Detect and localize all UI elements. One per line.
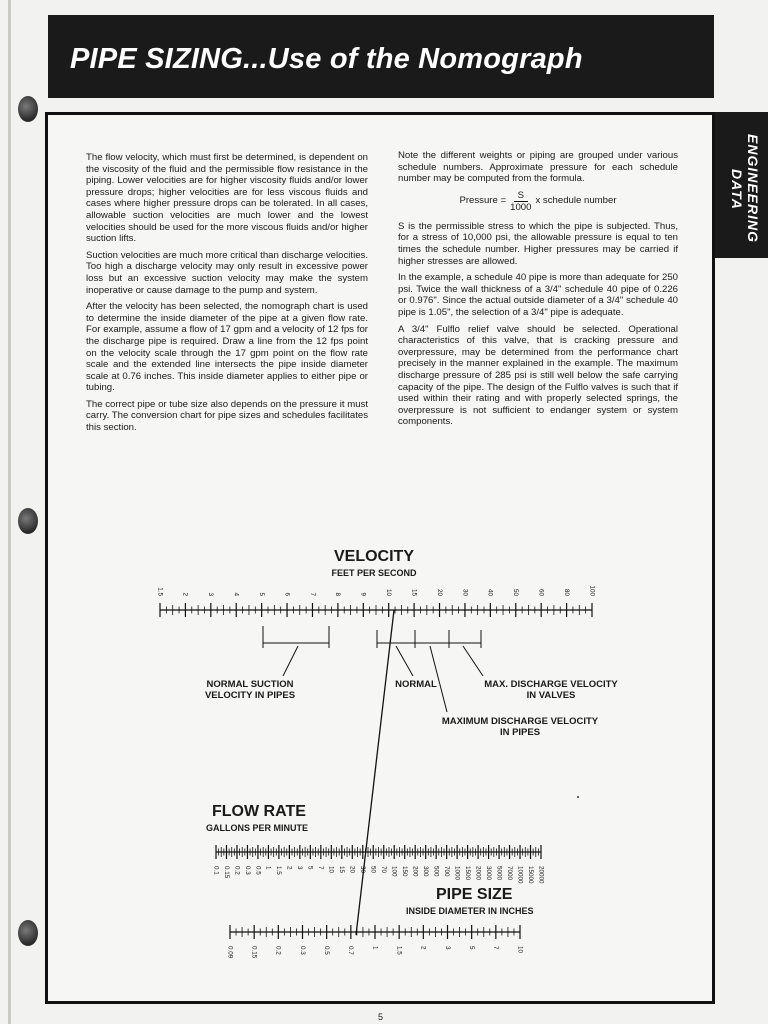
- flow-rate-tick-label: 150: [401, 866, 409, 877]
- label-line: MAX. DISCHARGE VELOCITY: [484, 679, 618, 690]
- velocity-tick-label: 8: [334, 592, 342, 596]
- pipe-size-tick-label: 5: [467, 946, 475, 950]
- pipe-size-tick-label: 3: [443, 946, 451, 950]
- pipe-size-tick-label: 0.15: [250, 946, 258, 959]
- label-line: IN PIPES: [499, 727, 541, 738]
- max-pipes-label: [430, 716, 610, 738]
- velocity-scale: [156, 585, 595, 617]
- velocity-tick-label: 9: [359, 592, 367, 596]
- flow-rate-tick-label: 10: [327, 866, 335, 874]
- example-solution-line: [356, 610, 394, 935]
- flow-rate-tick-label: 0.2: [233, 866, 241, 875]
- normal-label: NORMAL: [395, 679, 437, 690]
- velocity-tick-label: 50: [512, 588, 520, 596]
- flow-rate-tick-label: 100: [390, 866, 398, 877]
- velocity-tick-label: 5: [257, 592, 265, 596]
- label-line: MAXIMUM DISCHARGE VELOCITY: [441, 716, 599, 727]
- paragraph: Suction velocities are much more critical than discharge velocities. Too high a discharge velocity may only result in excessive power loss but an excessive suction velocity may make the system inoperative or cause damage to the pump and system.: [86, 249, 368, 296]
- normal-suction-label: [195, 679, 305, 701]
- velocity-tick-label: 1.5: [156, 587, 164, 596]
- formula-numerator: S: [514, 190, 528, 202]
- label-line: IN VALVES: [526, 690, 576, 701]
- flow-rate-tick-label: 0.3: [243, 866, 251, 875]
- pipe-size-tick-label: 1.5: [395, 946, 403, 955]
- label-line: VELOCITY IN PIPES: [204, 690, 296, 701]
- flow-rate-subtitle: GALLONS PER MINUTE: [206, 823, 309, 833]
- flow-rate-tick-label: 1: [264, 866, 272, 870]
- paragraph: After the velocity has been selected, the nomograph chart is used to determine the inside diameter of the pipe at a given flow rate. For example, assume a flow of 17 gpm and a velocity of 12 fps for the discharge pipe is required. Draw a line from the 12 fps point on the velocity scale through the 17 gpm point on the flow rate scale and the extended line intersects the pipe inside diameter scale at 0.76 inches. This inside diameter applies to either pipe or tubing.: [86, 301, 368, 394]
- pipe-size-title: PIPE SIZE: [436, 886, 513, 903]
- paragraph: The correct pipe or tube size also depends on the pressure it must carry. The conversion chart for pipe sizes and schedules facilitates this section.: [86, 398, 368, 434]
- flow-rate-tick-label: 700: [442, 866, 450, 877]
- flow-rate-tick-label: 7000: [505, 866, 513, 881]
- paragraph: S is the permissible stress to which the pipe is subjected. Thus, for a stress of 10,000 psi, the allowable pressure is equal to ten times the schedule number. Higher pressures may be carried if higher stresses are allowed.: [398, 220, 678, 267]
- pipe-size-tick-label: 0.3: [298, 946, 306, 955]
- flow-rate-tick-label: 1.5: [275, 866, 283, 875]
- paragraph: The flow velocity, which must first be determined, is dependent on the viscosity of the fluid and the permissible flow resistance in the piping. Lower velocities are for higher viscosity fluids and/or lower pressure drops; higher velocities are for less viscous fluids and cases where higher pressure drops can be tolerated. In all cases, allowable suction velocities are much lower and the lowest velocities should be used for the more viscous fluids and/or higher suction lifts.: [86, 152, 368, 245]
- flow-rate-tick-label: 1000: [453, 866, 461, 881]
- flow-rate-tick-label: 3000: [484, 866, 492, 881]
- velocity-tick-label: 40: [486, 588, 494, 596]
- pipe-size-tick-label: 10: [516, 946, 524, 954]
- flow-rate-tick-label: 70: [380, 866, 388, 874]
- flow-rate-tick-label: 3: [296, 866, 304, 870]
- side-tab-label: ENGINEERING DATA: [729, 134, 761, 244]
- flow-rate-tick-label: 5000: [495, 866, 503, 881]
- formula-rhs: x schedule number: [535, 195, 617, 207]
- leader-line: [396, 646, 413, 676]
- flow-rate-tick-label: 200: [411, 866, 419, 877]
- velocity-title: VELOCITY: [333, 548, 414, 565]
- flow-rate-tick-label: 0.1: [212, 866, 220, 875]
- velocity-tick-label: 30: [461, 588, 469, 596]
- pipe-size-tick-label: 0.5: [322, 946, 330, 955]
- formula-lhs: Pressure =: [459, 195, 507, 207]
- pipe-size-tick-label: 0.7: [347, 946, 355, 955]
- formula-denominator: 1000: [510, 201, 532, 213]
- velocity-tick-label: 10: [385, 588, 393, 596]
- flow-rate-tick-label: 20000: [537, 866, 545, 884]
- flow-rate-scale: [212, 845, 544, 884]
- paragraph: In the example, a schedule 40 pipe is more than adequate for 250 psi. Twice the wall thickness of a 3/4" schedule 40 pipe of 0.226 or 0.976". Since the actual outside diameter of a 3/4" schedule 40 pipe is 1.05", the selection of a 3/4" pipe is adequate.: [398, 272, 678, 318]
- flow-rate-tick-label: 2000: [474, 866, 482, 881]
- flow-rate-tick-label: 7: [317, 866, 325, 870]
- flow-rate-tick-label: 1500: [463, 866, 471, 881]
- velocity-tick-label: 6: [283, 592, 291, 596]
- speck: [577, 796, 579, 798]
- pipe-size-subtitle: INSIDE DIAMETER IN INCHES: [406, 906, 534, 916]
- paragraph: Note the different weights or piping are grouped under various schedule numbers. Approximate pressure for each schedule number may be computed from the formula.: [398, 150, 678, 185]
- flow-rate-tick-label: 10000: [516, 866, 524, 884]
- max-valves-label: [476, 679, 626, 701]
- flow-rate-tick-label: 50: [369, 866, 377, 874]
- pipe-size-tick-label: 0.2: [274, 946, 282, 955]
- flow-rate-title: FLOW RATE: [212, 803, 306, 820]
- page-title: PIPE SIZING...Use of the Nomograph: [70, 43, 583, 75]
- paragraph: A 3/4" Fulflo relief valve should be selected. Operational characteristics of this valve, that is cracking pressure and overpressure, may be determined from the performance chart precisely in the manner explained in the example. The maximum discharge pressure of 285 psi is still well below the safe carrying capacity of the pipe. The design of the Fulflo valves is such that if used within their rating and with properly selected springs, the overpressure is not sufficient to endanger system or system components.: [398, 323, 678, 428]
- pipe-size-tick-label: 0.09: [226, 946, 234, 959]
- flow-rate-tick-label: 500: [432, 866, 440, 877]
- flow-rate-tick-label: 30: [359, 866, 367, 874]
- flow-rate-tick-label: 20: [348, 866, 356, 874]
- flow-rate-tick-label: 15000: [526, 866, 534, 884]
- flow-rate-tick-label: 0.5: [254, 866, 262, 875]
- velocity-tick-label: 20: [435, 588, 443, 596]
- velocity-tick-label: 4: [232, 592, 240, 596]
- leader-line: [463, 646, 483, 676]
- flow-rate-tick-label: 0.15: [222, 866, 230, 879]
- flow-rate-tick-label: 2: [285, 866, 293, 870]
- velocity-tick-label: 3: [207, 592, 215, 596]
- pipe-size-tick-label: 1: [371, 946, 379, 950]
- label-line: NORMAL SUCTION: [206, 679, 294, 690]
- velocity-subtitle: FEET PER SECOND: [331, 568, 417, 578]
- pipe-size-scale: [226, 925, 523, 959]
- flow-rate-tick-label: 15: [338, 866, 346, 874]
- page-number: 5: [378, 1012, 384, 1022]
- velocity-tick-label: 15: [410, 588, 418, 596]
- velocity-tick-label: 7: [308, 592, 316, 596]
- velocity-tick-label: 2: [181, 592, 189, 596]
- flow-rate-tick-label: 5: [306, 866, 314, 870]
- pipe-size-tick-label: 2: [419, 946, 427, 950]
- flow-rate-tick-label: 300: [422, 866, 430, 877]
- pipe-size-tick-label: 7: [492, 946, 500, 950]
- velocity-tick-label: 80: [562, 588, 570, 596]
- velocity-tick-label: 100: [588, 585, 596, 596]
- leader-line: [283, 646, 298, 676]
- velocity-tick-label: 60: [537, 588, 545, 596]
